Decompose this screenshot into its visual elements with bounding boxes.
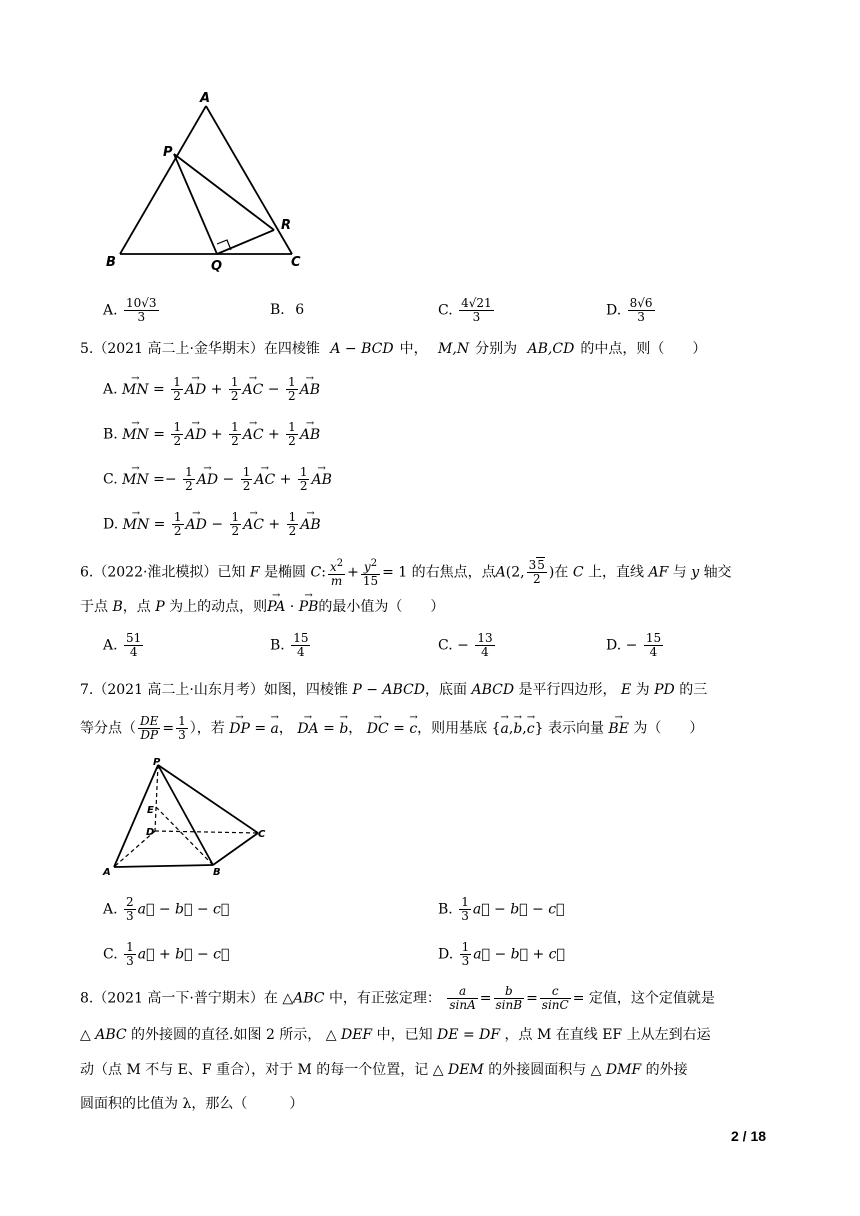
q4-option-a[interactable]: A. $\frac{10√3}{3}$	[103, 296, 157, 324]
q5-option-c[interactable]: C. → MN =− $\frac{1}{2}$ → AD − $\frac{1}{2}$ → AC + $\frac{1}{2}$ → AB	[103, 466, 332, 493]
q4-option-b[interactable]: B. 6	[270, 302, 305, 318]
label-C: C	[291, 255, 301, 270]
q7-line1: 7.（2021 高二上·山东月考）如图，四棱锥 P − ABCD，底面 ABCD 是平行四边形， E 为 PD 的三	[80, 682, 708, 698]
q6-option-d[interactable]: D. − $\frac{15}{4}$	[606, 631, 662, 659]
q6-option-c[interactable]: C. − $\frac{13}{4}$	[438, 631, 493, 659]
label-R: R	[281, 218, 292, 233]
q5-option-d[interactable]: D. → MN = $\frac{1}{2}$ → AD − $\frac{1}{2}$ → AC + $\frac{1}{2}$ → AB	[103, 511, 321, 538]
q5-stem: 5.（2021 高二上·金华期末）在四棱锥 A − BCD 中， M,N 分别为 AB,CD 的中点，则（ ）	[80, 341, 707, 357]
q4-option-d[interactable]: D. $\frac{8√6}{3}$	[606, 296, 653, 324]
q6-option-b[interactable]: B. $\frac{15}{4}$	[270, 631, 309, 659]
q7-option-c[interactable]: C. $\frac{1}{3}$ a⃗ + b⃗ − c⃗	[103, 940, 230, 968]
q6-option-a[interactable]: A. $\frac{51}{4}$	[103, 631, 142, 659]
q7-option-a[interactable]: A. $\frac{2}{3}$ a⃗ − b⃗ − c⃗	[103, 895, 230, 923]
label-E: E	[147, 805, 154, 816]
q6-line1: 6.（2022·淮北模拟）已知 F 是椭圆 C: $\frac{x^2}{m}$ + $\frac{y^2}{15}$ = 1 的右焦点，点A(2, $\frac{35}{2}$ )在 C 上，直线 AF 与 y 轴交	[80, 558, 732, 588]
label-D: D	[146, 827, 155, 838]
label-B: B	[106, 255, 116, 270]
q4-option-c[interactable]: C. $\frac{4√21}{3}$	[438, 296, 492, 324]
triangle-figure	[100, 88, 320, 278]
label-A: A	[200, 91, 211, 106]
q8-line4: 圆面积的比值为 λ，那么（ ）	[80, 1096, 304, 1112]
page-number: 2 / 18	[731, 1128, 767, 1144]
label-C2: C	[258, 829, 266, 840]
q8-line1: 8.（2021 高一下·普宁期末）在 △ABC 中，有正弦定理： $\frac{a}{\sin A}$ = $\frac{b}{\sin B}$ = $\frac{c}{\sin C}$ = 定值，这个定值就是	[80, 984, 715, 1012]
q6-line2: 于点 B，点 P 为上的动点，则→ PA · → PB的最小值为（ ）	[80, 597, 444, 617]
label-Q: Q	[211, 259, 223, 274]
q7-option-d[interactable]: D. $\frac{1}{3}$ a⃗ − b⃗ + c⃗	[438, 940, 565, 968]
q7-option-b[interactable]: B. $\frac{1}{3}$ a⃗ − b⃗ − c⃗	[438, 895, 565, 923]
label-A2: A	[103, 867, 111, 878]
label-P: P	[163, 145, 173, 160]
label-P2: P	[153, 757, 161, 768]
q5-option-a[interactable]: A. → MN = $\frac{1}{2}$ → AD + $\frac{1}{2}$ → AC − $\frac{1}{2}$ → AB	[103, 376, 320, 403]
q5-option-b[interactable]: B. → MN = $\frac{1}{2}$ → AD + $\frac{1}{2}$ → AC + $\frac{1}{2}$ → AB	[103, 421, 320, 448]
q8-line2: △ ABC 的外接圆的直径.如图 2 所示， △ DEF 中，已知 DE = DF ，点 M 在直线 EF 上从左到右运	[80, 1027, 711, 1043]
q8-line3: 动（点 M 不与 E、F 重合），对于 M 的每一个位置，记 △ DEM 的外接圆面积与 △ DMF 的外接	[80, 1062, 688, 1078]
label-B2: B	[213, 867, 221, 878]
q7-line2: 等分点（ $\frac{DE}{DP}$ = $\frac{1}{3}$ ），若 → DP = → a， → DA = → b， → DC = → c，则用基底 {→ a,→ b,→ c} 表示向量 → BE 为（ ）	[80, 715, 703, 742]
pyramid-figure	[100, 755, 280, 880]
